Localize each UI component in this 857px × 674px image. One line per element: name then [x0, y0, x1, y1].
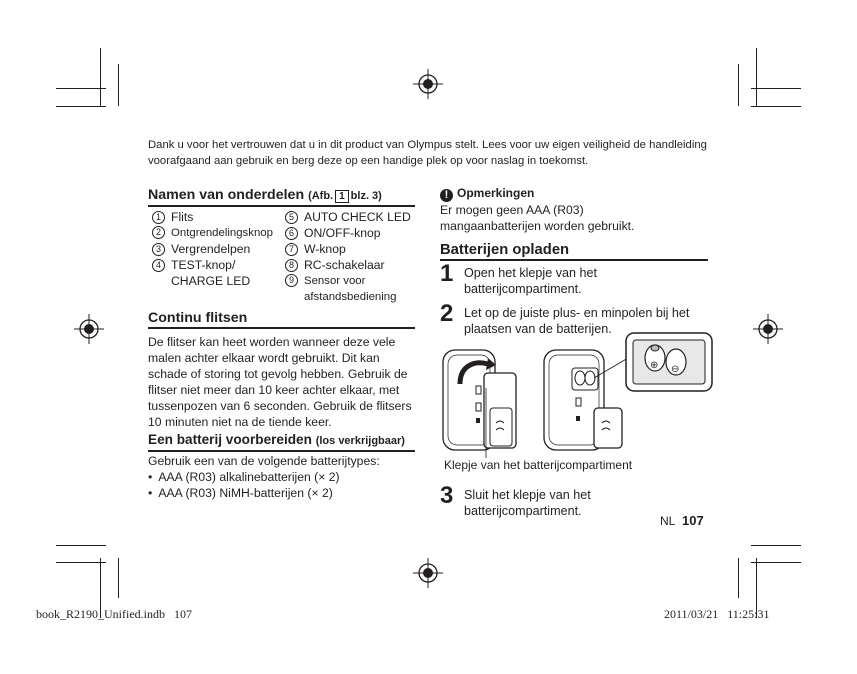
charging-heading: Batterijen opladen: [440, 242, 708, 261]
item-number: 6: [285, 227, 298, 240]
item-number: 7: [285, 243, 298, 256]
item-label: Vergrendelpen: [171, 242, 251, 256]
step-number: 2: [440, 300, 454, 327]
list-item: [285, 241, 346, 257]
list-item: [152, 257, 235, 273]
parts-heading: [148, 187, 415, 207]
step-number: 1: [440, 260, 454, 287]
list-item: [285, 273, 365, 289]
step-number: 3: [440, 482, 454, 509]
parts-ref-suffix: blz. 3): [350, 190, 382, 202]
notes-title: Opmerkingen: [457, 186, 535, 200]
list-item: [152, 209, 193, 225]
item-number: 3: [152, 243, 165, 256]
battery-prep-body: Gebruik een van de volgende batterijtypes:: [148, 454, 380, 468]
item-label: RC-schakelaar: [304, 258, 385, 272]
item-label: W-knop: [304, 242, 346, 256]
battery-compartment-figure: [436, 328, 716, 458]
item-label: Ontgrendelingsknop: [171, 227, 273, 239]
registration-mark-icon: [74, 314, 104, 344]
flash-unit-open-icon: [443, 350, 516, 450]
registration-mark-icon: [413, 558, 443, 588]
notes-block: [440, 185, 710, 234]
item-number: 4: [152, 259, 165, 272]
battery-polarity-inset: [626, 333, 712, 391]
list-item: [285, 225, 381, 241]
step-text: Sluit het klepje van het batterijcompartiment.: [464, 488, 591, 518]
list-item: • AAA (R03) alkalinebatterijen (× 2): [148, 470, 340, 484]
page-lang: NL: [660, 514, 676, 528]
warning-icon: !: [440, 189, 453, 202]
notes-body: Er mogen geen AAA (R03) mangaanbatterijen worden gebruikt.: [440, 203, 635, 233]
footer-left: book_R2190_Unified.indb 107: [36, 607, 192, 621]
figure-caption: Klepje van het batterijcompartiment: [444, 458, 633, 472]
flash-unit-battery-icon: [544, 350, 628, 450]
list-item: • AAA (R03) NiMH-batterijen (× 2): [148, 486, 333, 500]
list-item: [152, 241, 250, 257]
continu-heading: Continu flitsen: [148, 310, 415, 329]
registration-mark-icon: [753, 314, 783, 344]
parts-ref-fig: 1: [335, 190, 349, 203]
item-number: 8: [285, 259, 298, 272]
item-label: Sensor voor: [304, 275, 366, 287]
item-label: Flits: [171, 210, 194, 224]
bullet-text: AAA (R03) NiMH-batterijen (× 2): [158, 486, 333, 500]
parts-heading-title: Namen van onderdelen: [148, 187, 305, 203]
footer-right: 2011/03/21 11:25:31: [664, 607, 770, 621]
item-label: ON/OFF-knop: [304, 226, 381, 240]
page-number: [660, 513, 704, 529]
item-label: AUTO CHECK LED: [304, 210, 411, 224]
battery-prep-note: (los verkrijgbaar): [315, 435, 405, 447]
item-number: 1: [152, 211, 165, 224]
step-text: Open het klepje van het batterijcompartiment.: [464, 266, 598, 296]
intro-text: Dank u voor het vertrouwen dat u in dit product van Olympus stelt. Lees voor uw eigen veiligheid de handleiding voorafgaand aan gebruik en berg deze op een handige plek op voor naslag in toekomst.: [148, 139, 707, 167]
battery-prep-title: Een batterij voorbereiden: [148, 432, 312, 447]
svg-text:⊕: ⊕: [650, 360, 659, 371]
page-number-value: 107: [682, 513, 704, 528]
item-label-line2: CHARGE LED: [171, 274, 251, 288]
list-item: [285, 209, 411, 225]
list-item: [285, 257, 385, 273]
parts-ref-prefix: (Afb.: [308, 190, 334, 202]
battery-prep-heading: [148, 431, 415, 452]
step-text: Let op de juiste plus- en minpolen bij het plaatsen van de batterijen.: [464, 306, 690, 336]
bullet-text: AAA (R03) alkalinebatterijen (× 2): [158, 470, 340, 484]
item-label-line2: afstandsbediening: [304, 291, 397, 303]
item-number: 5: [285, 211, 298, 224]
list-item: [152, 225, 273, 241]
item-number: 9: [285, 274, 298, 287]
svg-text:⊖: ⊖: [671, 364, 680, 375]
continu-body: De flitser kan heet worden wanneer deze vele malen achter elkaar wordt gebruikt. Dit kan schade of storing tot gevolg hebben. Gebruik de flitser niet meer dan 10 keer achter elkaar, met tussenpozen van 6 seconden. Gebruik de flitsers 10 minuten niet na de tiende keer.: [148, 335, 412, 429]
item-label: TEST-knop/: [171, 258, 236, 272]
registration-mark-icon: [413, 69, 443, 99]
notes-title-row: [440, 185, 710, 202]
item-number: 2: [152, 226, 165, 239]
